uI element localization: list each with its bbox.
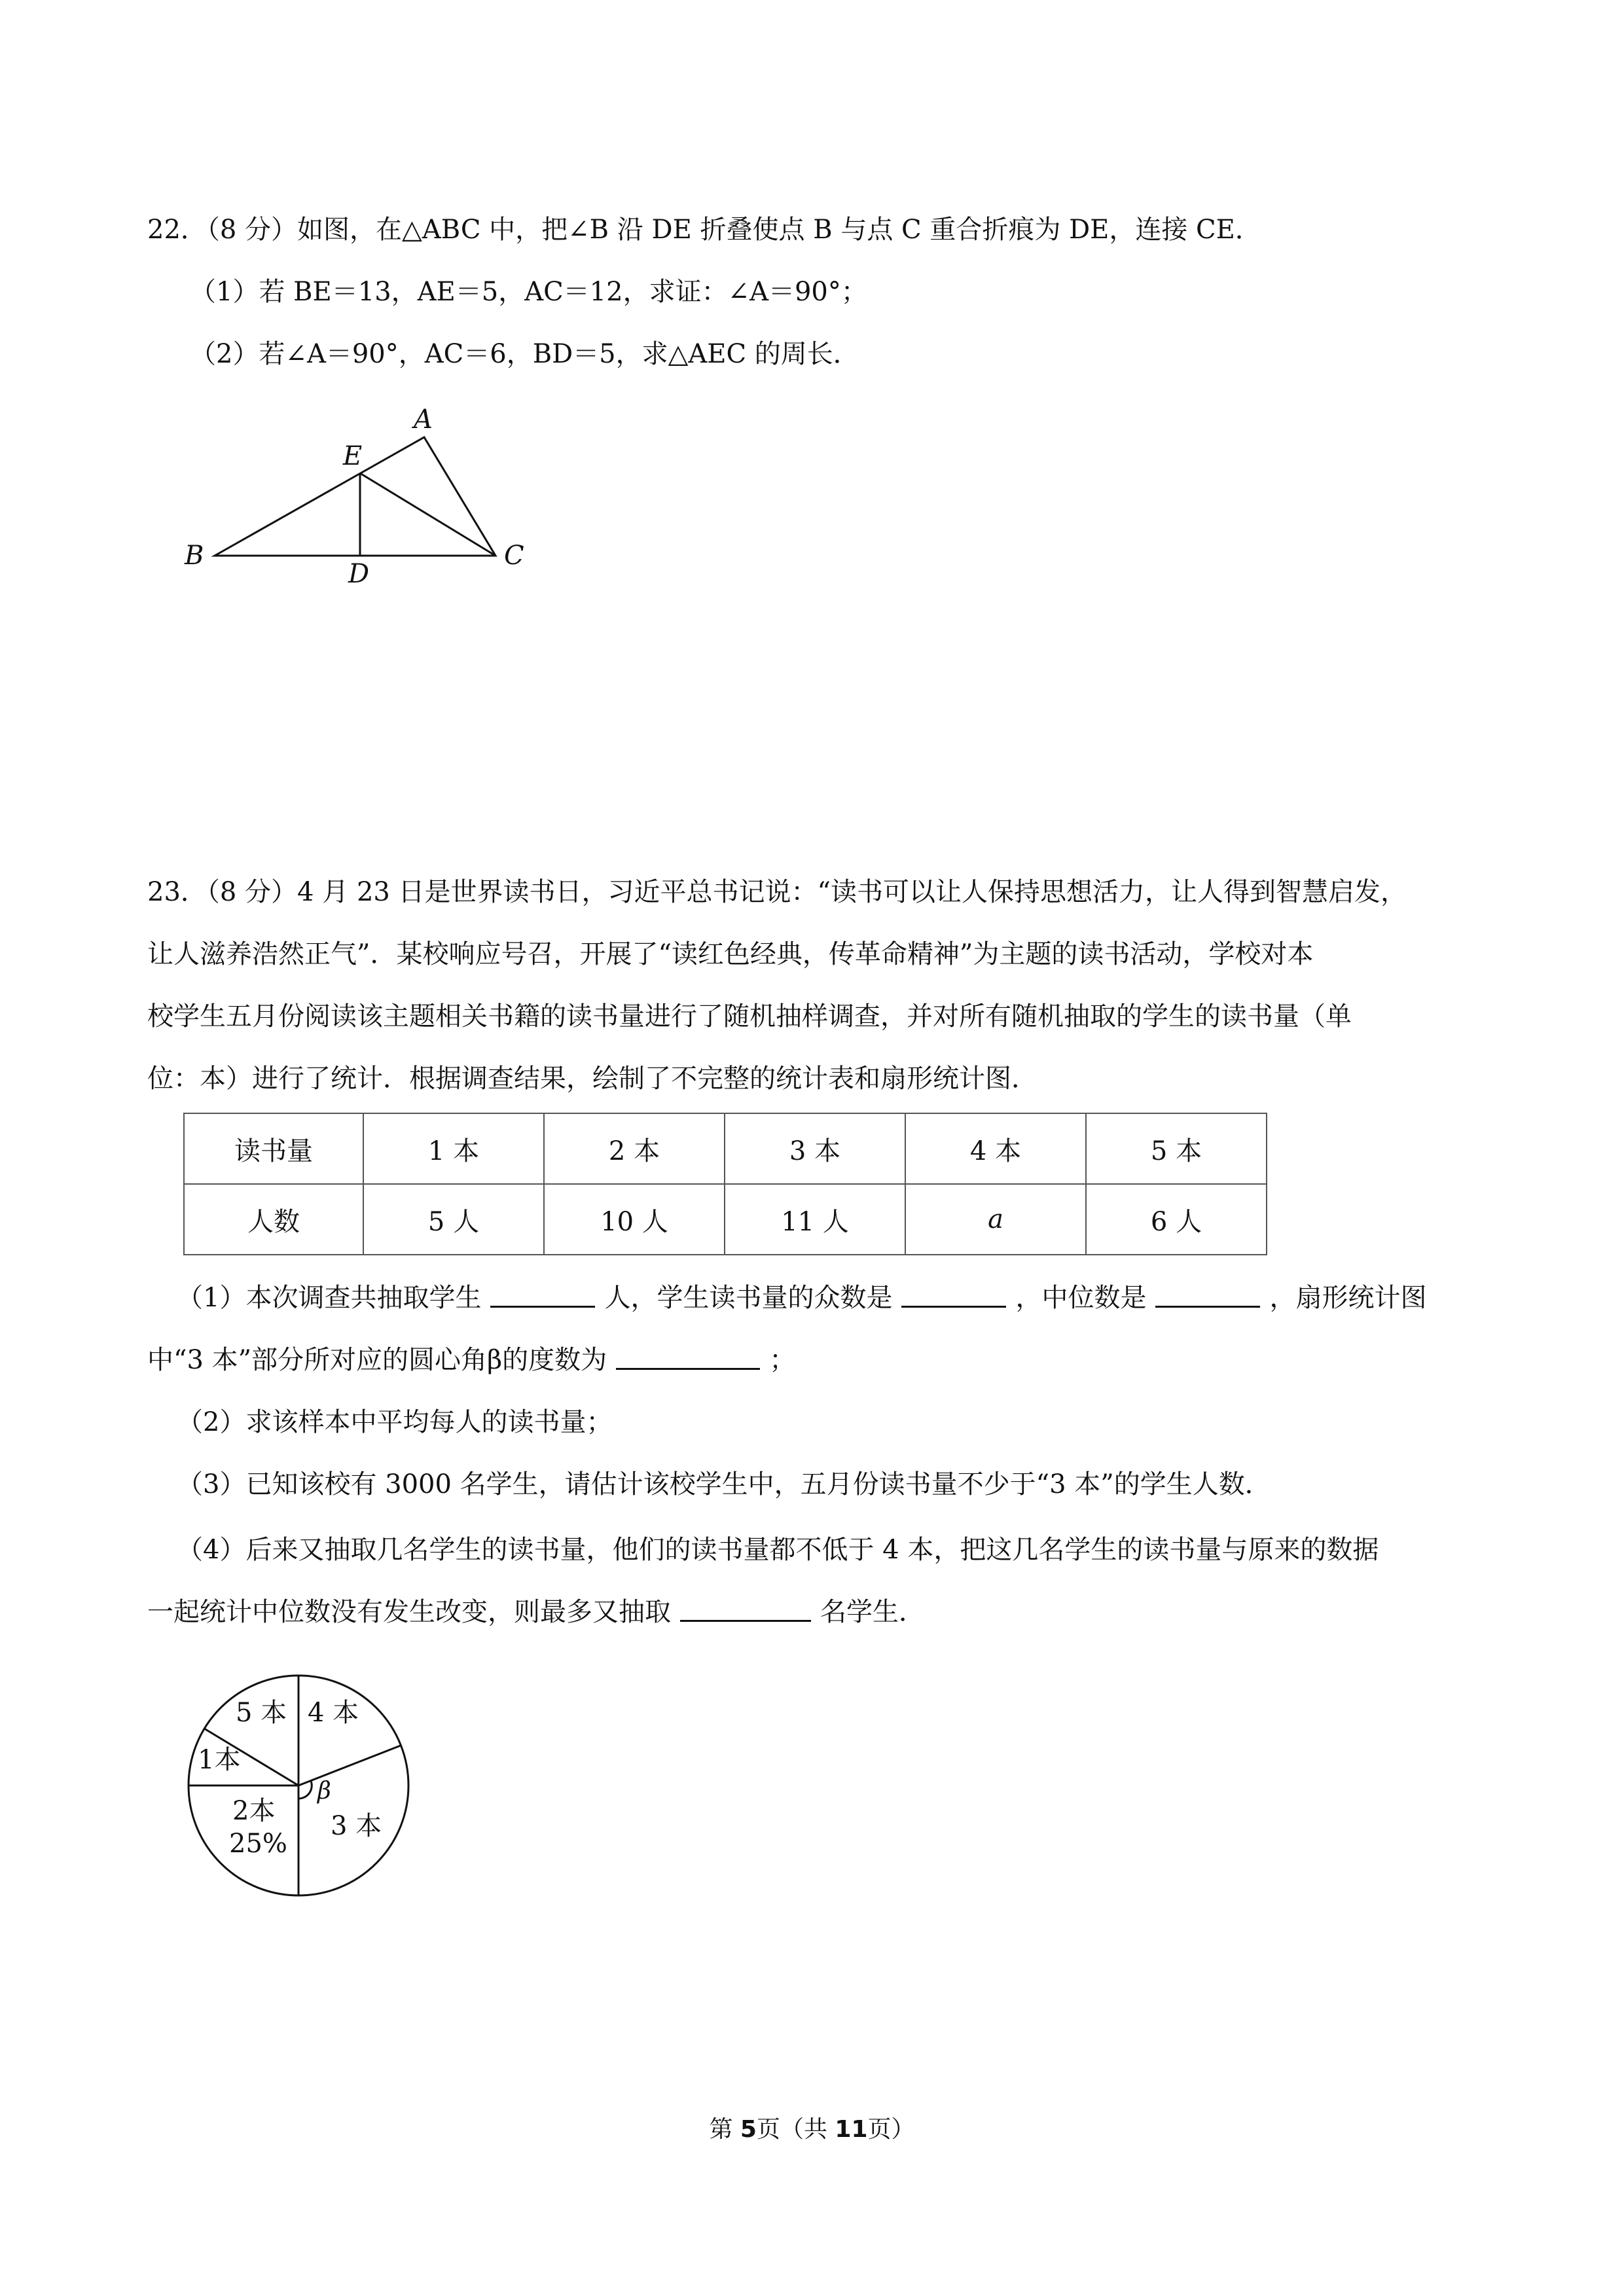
label-b: B bbox=[185, 541, 204, 571]
q23-part1-text-d: ，扇形统计图 bbox=[1269, 1283, 1427, 1313]
table-cell: 2 本 bbox=[544, 1113, 725, 1184]
q22-part2: （2）若∠A＝90°，AC＝6，BD＝5，求△AEC 的周长． bbox=[190, 339, 859, 369]
q23-part2: （2）求该样本中平均每人的读书量； bbox=[177, 1407, 613, 1437]
segment-ce bbox=[360, 473, 496, 556]
q23-part1-text-e: 中“3 本”部分所对应的圆心角β的度数为 bbox=[147, 1345, 607, 1375]
triangle-figure bbox=[170, 393, 537, 602]
table-cell: 读书量 bbox=[184, 1113, 363, 1184]
table-cell: 10 人 bbox=[544, 1184, 725, 1255]
q23-part4-text-a: 一起统计中位数没有发生改变，则最多又抽取 bbox=[147, 1597, 671, 1627]
pie-label-4: 4 本 bbox=[308, 1698, 359, 1728]
q22-part1: （1）若 BE＝13，AE＝5，AC＝12，求证：∠A＝90°； bbox=[190, 277, 867, 307]
answer-blank-total[interactable] bbox=[490, 1281, 595, 1308]
table-row bbox=[184, 1113, 1267, 1184]
q23-intro-line1: 23．（8 分）4 月 23 日是世界读书日，习近平总书记说：“读书可以让人保持思想活力，让人得到智慧启发， bbox=[147, 877, 1407, 907]
pie-label-2-percent: 25% bbox=[229, 1829, 287, 1859]
table-cell: 11 人 bbox=[725, 1184, 905, 1255]
footer-page-number: 5 bbox=[740, 2116, 757, 2143]
page-footer bbox=[0, 2111, 1624, 2144]
table-cell: a bbox=[905, 1184, 1086, 1255]
table-cell: 6 人 bbox=[1086, 1184, 1267, 1255]
reading-stats-table bbox=[183, 1113, 1267, 1255]
table-cell: 人数 bbox=[184, 1184, 363, 1255]
q23-part4-text-b: 名学生． bbox=[820, 1597, 925, 1627]
q23-part4-line1: （4）后来又抽取几名学生的读书量，他们的读书量都不低于 4 本，把这几名学生的读书量与原来的数据 bbox=[177, 1535, 1379, 1565]
answer-blank-angle[interactable] bbox=[616, 1343, 760, 1370]
q23-part1-text-c: ，中位数是 bbox=[1015, 1283, 1147, 1313]
footer-suffix: 页） bbox=[867, 2116, 915, 2143]
footer-total-pages: 11 bbox=[835, 2116, 868, 2143]
table-cell: 5 人 bbox=[363, 1184, 544, 1255]
q23-part1-line2 bbox=[147, 1342, 795, 1378]
label-e: E bbox=[343, 441, 363, 471]
table-cell: 4 本 bbox=[905, 1113, 1086, 1184]
label-a: A bbox=[414, 404, 433, 435]
footer-prefix: 第 bbox=[709, 2116, 740, 2143]
q23-part1-line1 bbox=[177, 1280, 1426, 1316]
q23-part3: （3）已知该校有 3000 名学生，请估计该校学生中，五月份读书量不少于“3 本”的学生人数． bbox=[177, 1469, 1271, 1499]
q23-intro-line2: 让人滋养浩然正气”．某校响应号召，开展了“读红色经典，传革命精神”为主题的读书活动，学校对本 bbox=[147, 939, 1314, 969]
pie-chart-figure bbox=[177, 1662, 425, 1911]
q23-part1-text-f: ； bbox=[769, 1345, 796, 1375]
q23-part1-text-b: 人，学生读书量的众数是 bbox=[604, 1283, 893, 1313]
table-row bbox=[184, 1184, 1267, 1255]
pie-label-beta: β bbox=[317, 1778, 331, 1804]
answer-blank-median[interactable] bbox=[1155, 1281, 1260, 1308]
table-cell: 1 本 bbox=[363, 1113, 544, 1184]
answer-blank-max-students[interactable] bbox=[680, 1595, 811, 1622]
q23-part1-text-a: （1）本次调查共抽取学生 bbox=[177, 1283, 482, 1313]
pie-divider-right bbox=[298, 1746, 401, 1785]
pie-label-3: 3 本 bbox=[331, 1811, 382, 1841]
label-c: C bbox=[504, 541, 524, 571]
pie-label-1: 1本 bbox=[198, 1745, 241, 1775]
label-d: D bbox=[348, 559, 370, 589]
q22-stem: 22．（8 分）如图，在△ABC 中，把∠B 沿 DE 折叠使点 B 与点 C 重合折痕为 DE，连接 CE． bbox=[147, 215, 1261, 245]
q23-part4-line2 bbox=[147, 1594, 925, 1630]
answer-blank-mode[interactable] bbox=[901, 1281, 1006, 1308]
pie-label-2: 2本 bbox=[232, 1796, 276, 1826]
q23-intro-line3: 校学生五月份阅读该主题相关书籍的读书量进行了随机抽样调查，并对所有随机抽取的学生的读书量（单 bbox=[147, 1001, 1352, 1031]
q23-intro-line4: 位：本）进行了统计．根据调查结果，绘制了不完整的统计表和扇形统计图． bbox=[147, 1064, 1038, 1094]
table-cell: 5 本 bbox=[1086, 1113, 1267, 1184]
pie-label-5: 5 本 bbox=[236, 1698, 287, 1728]
table-cell: 3 本 bbox=[725, 1113, 905, 1184]
footer-mid: 页（共 bbox=[756, 2116, 835, 2143]
